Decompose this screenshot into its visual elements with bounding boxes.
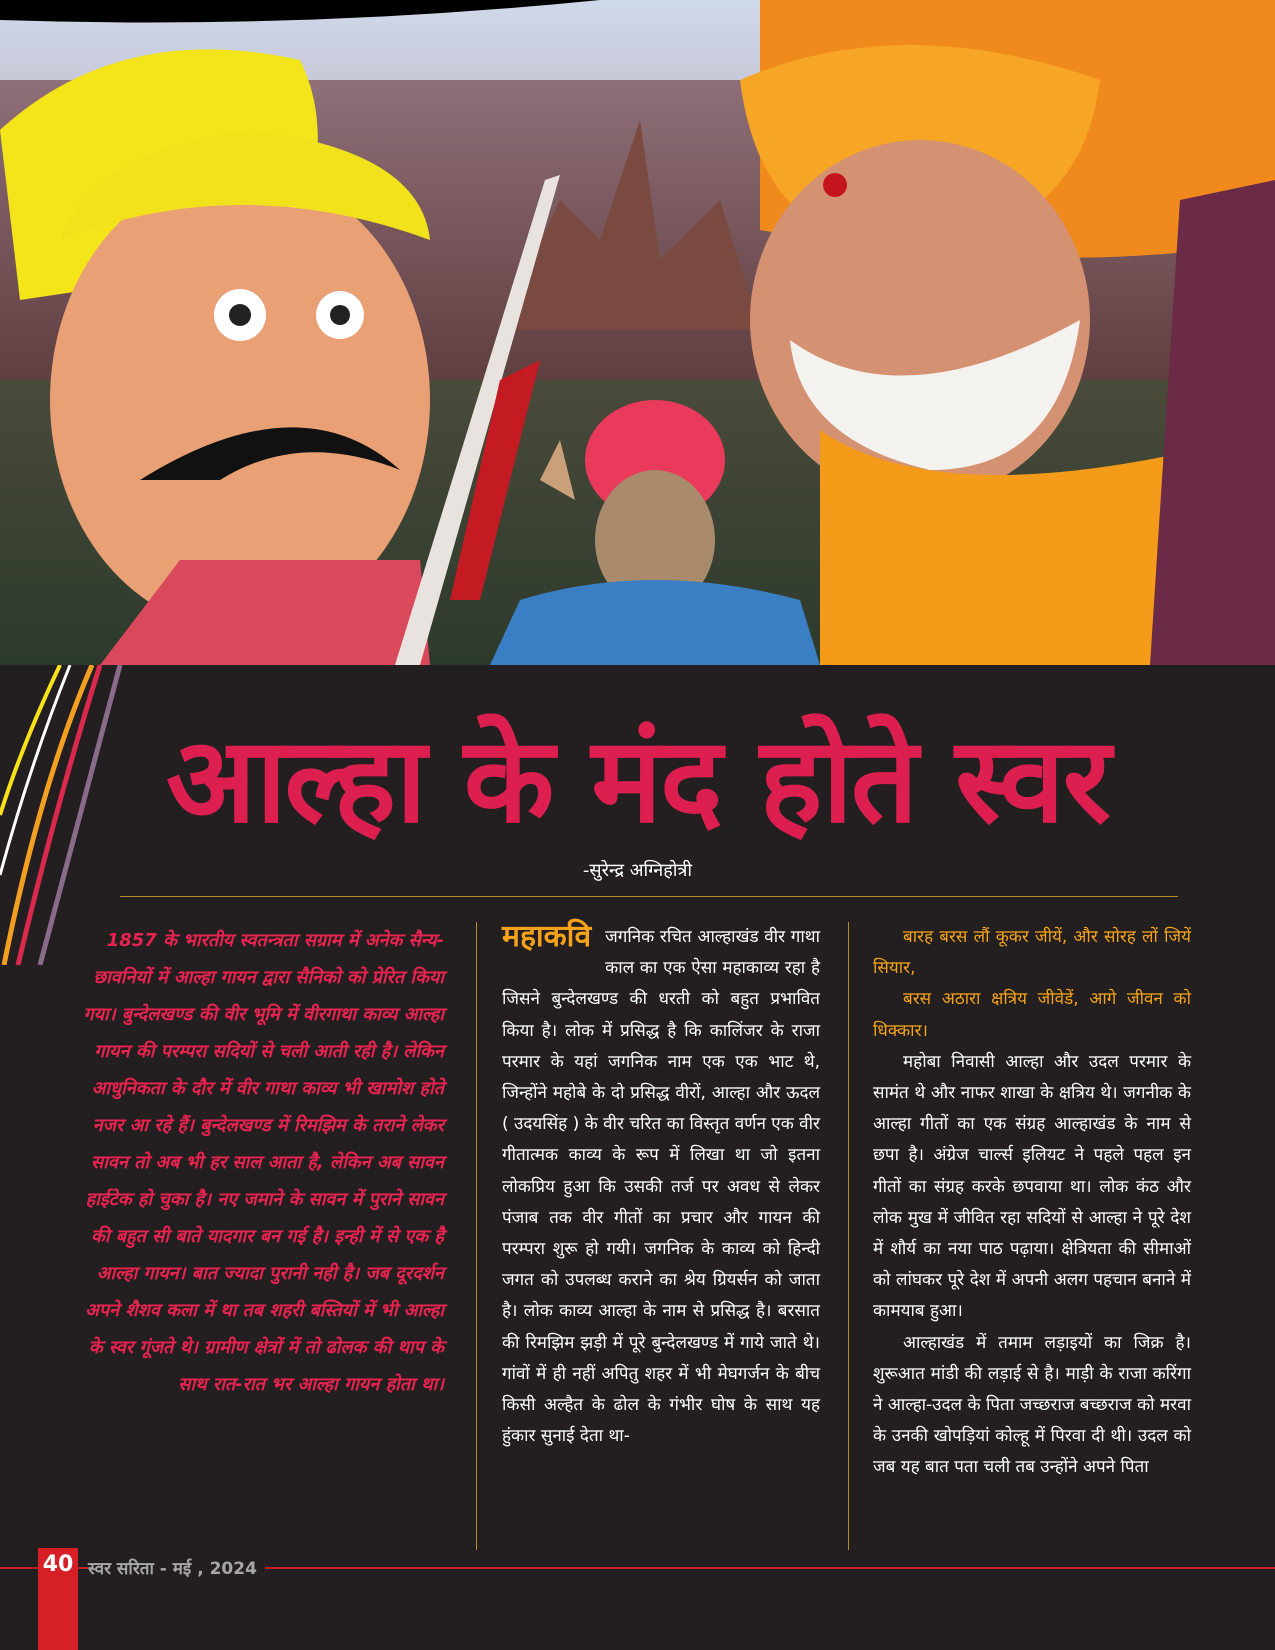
article-author: -सुरेन्द्र अग्निहोत्री — [582, 860, 693, 881]
couplet-line-2: बरस अठारा क्षत्रिय जीवेडें, आगे जीवन को धिक्कार। — [873, 989, 1191, 1041]
couplet-line-1: बारह बरस लौं कूकर जीयें, और सोरह लों जियें सियार, — [873, 927, 1191, 979]
column-divider-1 — [476, 922, 477, 1550]
intro-column — [66, 922, 444, 1403]
hero-image — [0, 0, 1275, 665]
drop-word: महाकवि — [502, 919, 592, 954]
page-number: 40 — [42, 1552, 74, 1577]
intro-text: 1857 के भारतीय स्वतन्त्रता सग्राम में अनेक सैन्य-छावनियों में आल्हा गायन द्वारा सैनिको को प्रेरित किया गया। बुन्देलखण्ड की वीर भूमि में वीरगाथा काव्य आल्हा गायन की परम्परा सदियों से चली आती रही है। लेकिन आधुनिकता के दौर में वीर गाथा काव्य भी खामोश होते नजर आ रहे हैं। बुन्देलखण्ड में रिमझिम के तराने लेकर सावन तो अब भी हर साल आता है, लेकिन अब सावन हाईटेक हो चुका है। नए जमाने के सावन में पुराने सावन की बहुत सी बाते यादगार बन गई है। इन्ही में से एक है आल्हा गायन। बात ज्यादा पुरानी नही है। जब दूरदर्शन अपने शैशव कला में था तब शहरी बस्तियों में भी आल्हा के स्वर गूंजते थे। ग्रामीण क्षेत्रों में तो ढोलक की थाप के साथ रात-रात भर आल्हा गायन होता था। — [83, 930, 444, 1395]
article-title: आल्हा के मंद होते स्वर — [165, 711, 1110, 849]
hero-illustration — [0, 0, 1275, 665]
body-paragraph-2: आल्हाखंड में तमाम लड़ाइयों का जिक्र है। शुरूआत मांडी की लड़ाई से है। माड़ी के राजा करिंगा ने आल्हा-उदल के पिता जच्छराज बच्छराज को मरवा के उनकी खोपड़ियां कोल्हू में पिरवा दी थी। उदल को जब यह बात पता चली तब उन्होंने अपने पिता — [873, 1332, 1191, 1478]
body-column-1 — [502, 919, 820, 1452]
publication-footer: स्वर सरिता - मई , 2024 — [88, 1556, 265, 1579]
body-paragraph-1: महोबा निवासी आल्हा और उदल परमार के सामंत थे और नाफर शाखा के क्षत्रिय थे। जगनीक के आल्हा गीतों का एक संग्रह आल्हाखंड के नाम से छपा है। अंग्रेज चार्ल्स इलियट ने पहले पहल इन गीतों का संग्रह करके छपवाया था। लोक कंठ और लोक मुख में जीवित रहा सदियों से आल्हा ने पूरे देश में शौर्य का नया पाठ पढ़ाया। क्षेत्रियता की सीमाओं को लांघकर पूरे देश में अपनी अलग पहचान बनाने में कामयाब हुआ। — [873, 1051, 1191, 1322]
body-text-1: जगनिक रचित आल्हाखंड वीर गाथा काल का एक ऐसा महाकाव्य रहा है जिसने बुन्देलखण्ड की धरती को बहुत प्रभावित किया है। लोक में प्रसिद्ध है कि कालिंजर के राजा परमार के यहां जगनिक नाम एक एक भाट थे, जिन्होंने महोबे के दो प्रसिद्ध वीरों, आल्हा और ऊदल ( उदयसिंह ) के वीर चरित का विस्तृत वर्णन एक वीर गीतात्मक काव्य के रूप में लिखा था जो इतना लोकप्रिय हुआ कि उसकी तर्ज पर अवध से लेकर पंजाब तक वीर गीतों का प्रचार और गायन की परम्परा शुरू हो गयी। जगनिक के काव्य को हिन्दी जगत को उपलब्ध कराने का श्रेय ग्रियर्सन को जाता है। लोक काव्य आल्हा के नाम से प्रसिद्ध है। बरसात की रिमझिम झड़ी में पूरे बुन्देलखण्ड में गाये जाते थे। गांवों में ही नहीं अपितु शहर में भी मेघगर्जन के बीच किसी अल्हैत के ढोल के गंभीर घोष के साथ यह हुंकार सुनाई देता था- — [502, 927, 820, 1447]
body-column-2 — [873, 922, 1191, 1484]
title-divider — [120, 896, 1178, 897]
column-divider-2 — [848, 922, 849, 1550]
